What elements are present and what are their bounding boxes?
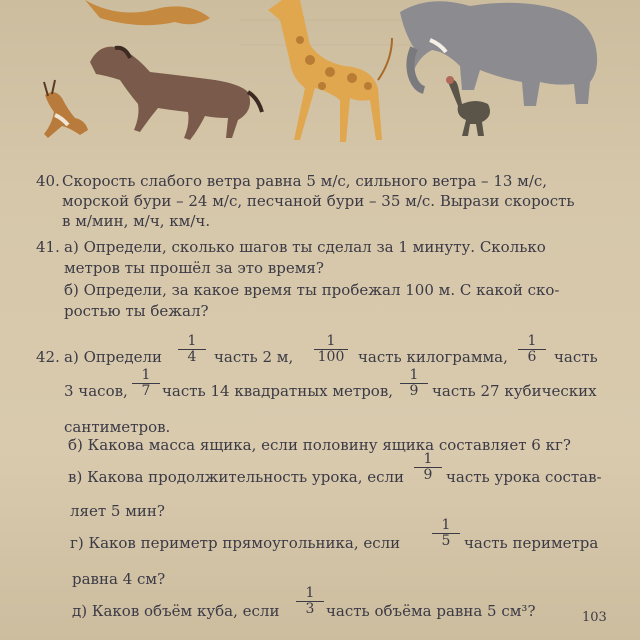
- task-text-line: а) Определи, сколько шагов ты сделал за 1 минуту. Сколько: [64, 238, 546, 256]
- task-text: б) Какова масса ящика, если половину ящика составляет 6 кг?: [68, 436, 571, 454]
- task-text: а) Определи: [64, 348, 162, 366]
- fraction: $\frac{1}{9}$: [400, 368, 428, 399]
- page-number: 103: [582, 610, 607, 625]
- fraction: $\frac{1}{4}$: [178, 334, 206, 365]
- fraction: $\frac{1}{6}$: [518, 334, 546, 365]
- animals-illustration: [0, 0, 640, 160]
- task-text-line: морской бури – 24 м/с, песчаной бури – 35 м/с. Вырази скорость: [62, 192, 575, 210]
- task-text-line: б) Определи, за какое время ты пробежал 100 м. С какой ско-: [64, 281, 560, 299]
- task-number: 42.: [36, 348, 60, 366]
- fraction: $\frac{1}{3}$: [296, 586, 324, 617]
- task-text: 3 часов,: [64, 382, 128, 400]
- task-text-line: Скорость слабого ветра равна 5 м/с, сильного ветра – 13 м/с,: [62, 172, 548, 190]
- gazelle-figure: [44, 80, 88, 138]
- task-text: сантиметров.: [64, 418, 171, 436]
- task-text: часть урока состав-: [446, 468, 602, 486]
- task-number: 40.: [36, 172, 60, 190]
- lion-figure: [85, 0, 210, 25]
- task-text: часть 14 квадратных метров,: [162, 382, 394, 400]
- task-text-line: метров ты прошёл за это время?: [64, 259, 324, 277]
- task-text: часть килограмма,: [358, 348, 508, 366]
- task-text: ляет 5 мин?: [70, 502, 165, 520]
- task-text: часть периметра: [464, 534, 599, 552]
- task-text: часть 27 кубических: [432, 382, 597, 400]
- horse-figure: [90, 47, 262, 140]
- task-text: д) Каков объём куба, если: [72, 602, 280, 620]
- fraction: $\frac{1}{7}$: [132, 368, 160, 399]
- task-text: часть: [554, 348, 598, 366]
- task-text: часть 2 м,: [214, 348, 294, 366]
- fraction: $\frac{1}{5}$: [432, 518, 460, 549]
- fraction: $\frac{1}{9}$: [414, 452, 442, 483]
- task-number: 41.: [36, 238, 60, 256]
- task-text: равна 4 см?: [72, 570, 166, 588]
- task-text: г) Каков периметр прямоугольника, если: [70, 534, 401, 552]
- task-text: часть объёма равна 5 см³?: [326, 602, 536, 620]
- fraction: $\frac{1}{100}$: [314, 334, 348, 365]
- task-text-line: ростью ты бежал?: [64, 302, 209, 320]
- task-text-line: в м/мин, м/ч, км/ч.: [62, 212, 211, 230]
- elephant-figure: [400, 1, 597, 106]
- task-text: в) Какова продолжительность урока, если: [68, 468, 405, 486]
- giraffe-figure: [268, 0, 392, 142]
